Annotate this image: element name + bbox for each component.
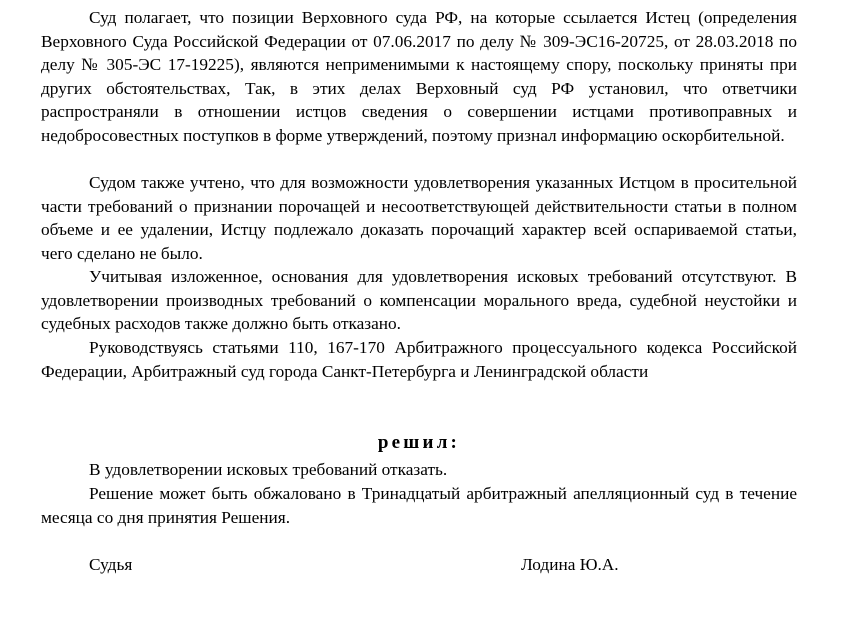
- paragraph-supreme-court-positions: Суд полагает, что позиции Верховного суда РФ, на которые ссылается Истец (определения Верховного Суда Российской Федерации от 07.06.2017 по делу № 309-ЭС16-20725, от 28.03.2018 по делу № 305-ЭС 17-19225), являются неприменимыми к настоящему спору, поскольку приняты при других обстоятельствах, Так, в этих делах Верховный суд РФ установил, что ответчики распространяли в отношении истцов сведения о совершении истцами противоправных и недобросовестных поступков в форме утверждений, поэтому признал информацию оскорбительной.: [41, 8, 797, 145]
- signature-name: Лодина Ю.А.: [521, 555, 619, 574]
- paragraph-no-grounds: Учитывая изложенное, основания для удовлетворения исковых требований отсутствуют. В удовлетворении производных требований о компенсации морального вреда, судебной неустойки и судебных расходов также должно быть отказано.: [41, 267, 797, 334]
- paragraph-court-considered: Судом также учтено, что для возможности удовлетворения указанных Истцом в просительной части требований о признании порочащей и несоответствующей действительности статьи в полном объеме и ее удалении, Истцу подлежало доказать порочащий характер всей оспариваемой статьи, чего сделано не было.: [41, 173, 797, 263]
- resolution-refuse-claims: В удовлетворении исковых требований отказать.: [89, 460, 448, 479]
- signature-role: Судья: [89, 555, 133, 574]
- decision-heading: решил:: [377, 432, 461, 453]
- paragraph-guided-by-articles: Руководствуясь статьями 110, 167-170 Арбитражного процессуального кодекса Российской Федерации, Арбитражный суд города Санкт-Петербурга и Ленинградской области: [41, 338, 797, 381]
- resolution-appeal-notice: Решение может быть обжаловано в Тринадцатый арбитражный апелляционный суд в течение месяца со дня принятия Решения.: [41, 484, 797, 527]
